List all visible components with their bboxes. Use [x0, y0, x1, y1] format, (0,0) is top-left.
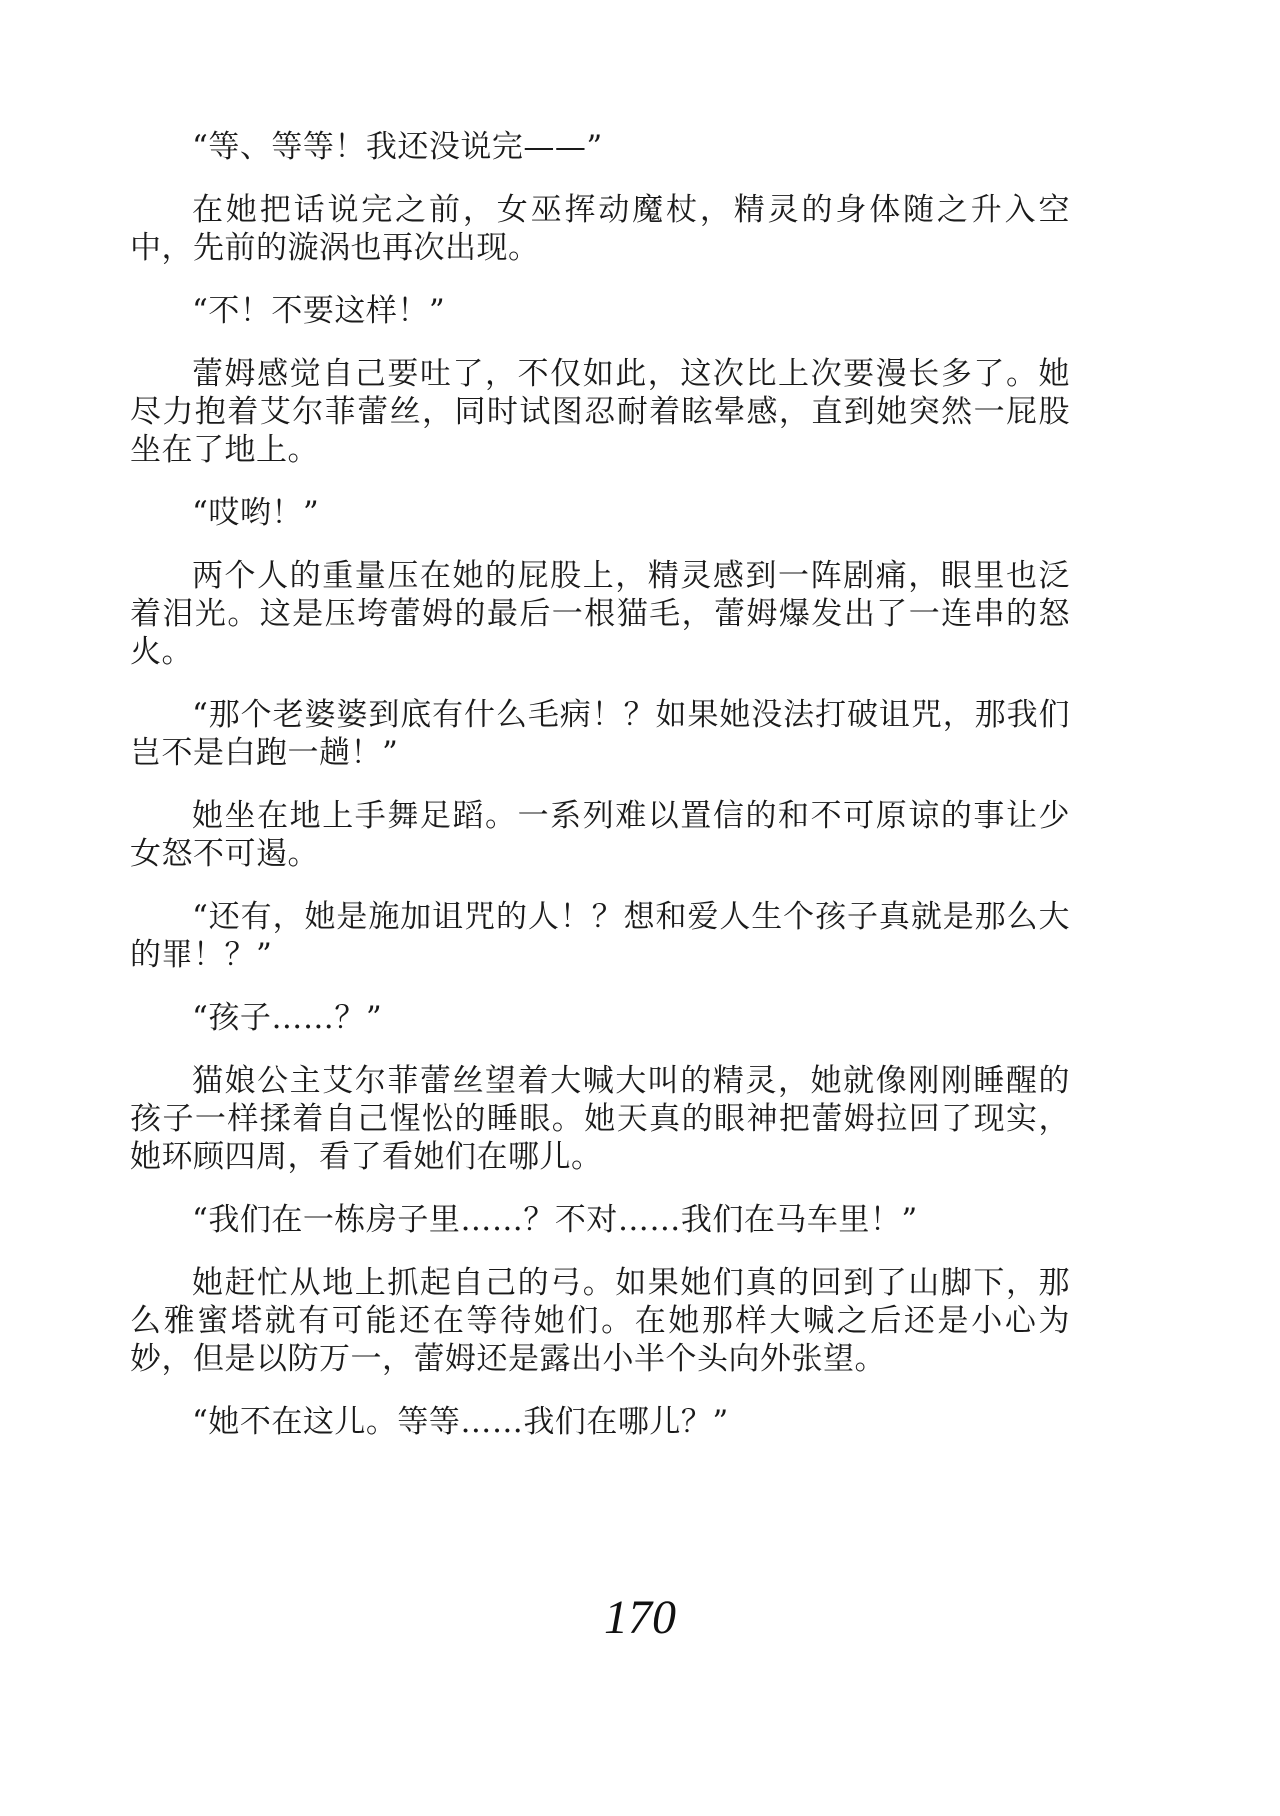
paragraph: “等、等等！我还没说完——”	[192, 129, 603, 165]
paragraph: “我们在一栋房子里……？不对……我们在马车里！”	[192, 1202, 918, 1238]
page-number: 170	[604, 1591, 676, 1644]
paragraph: 两个人的重量压在她的屁股上，精灵感到一阵剧痛，眼里也泛着泪光。这是压垮蕾姆的最后一根猫毛，蕾姆爆发出了一连串的怒火。	[130, 558, 1070, 670]
paragraph: 她坐在地上手舞足蹈。一系列难以置信的和不可原谅的事让少女怒不可遏。	[130, 798, 1070, 872]
paragraph: 在她把话说完之前，女巫挥动魔杖，精灵的身体随之升入空中，先前的漩涡也再次出现。	[130, 192, 1070, 266]
paragraph: 蕾姆感觉自己要吐了，不仅如此，这次比上次要漫长多了。她尽力抱着艾尔菲蕾丝，同时试图忍耐着眩晕感，直到她突然一屁股坐在了地上。	[130, 356, 1070, 468]
body-text	[130, 128, 1070, 1466]
paragraph: “她不在这儿。等等……我们在哪儿？”	[192, 1404, 729, 1440]
paragraph: “还有，她是施加诅咒的人！？想和爱人生个孩子真就是那么大的罪！？”	[130, 899, 1070, 973]
paragraph: 猫娘公主艾尔菲蕾丝望着大喊大叫的精灵，她就像刚刚睡醒的孩子一样揉着自己惺忪的睡眼。她天真的眼神把蕾姆拉回了现实，她环顾四周，看了看她们在哪儿。	[130, 1063, 1070, 1175]
paragraph: “那个老婆婆到底有什么毛病！？如果她没法打破诅咒，那我们岂不是白跑一趟！”	[130, 697, 1070, 771]
paragraph: 她赶忙从地上抓起自己的弓。如果她们真的回到了山脚下，那么雅蜜塔就有可能还在等待她们。在她那样大喊之后还是小心为妙，但是以防万一，蕾姆还是露出小半个头向外张望。	[130, 1265, 1070, 1377]
paragraph: “不！不要这样！”	[192, 293, 446, 329]
paragraph: “孩子……？”	[192, 1000, 383, 1036]
paragraph: “哎哟！”	[192, 495, 320, 531]
